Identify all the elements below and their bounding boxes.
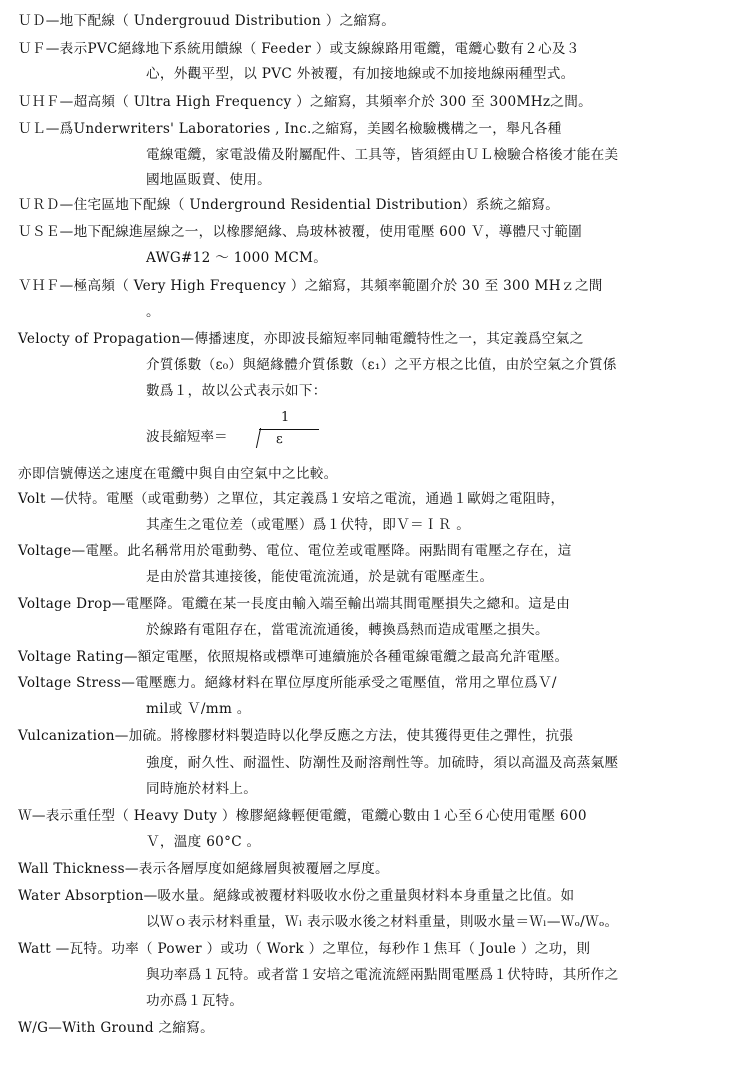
entry-term-line: Velocty of Propagation—傳播速度，亦即波長縮短率同軸電纜特性之一，其定義爲空氣之 <box>18 331 584 347</box>
entry-term-line: 亦即信號傳送之速度在電纜中與自由空氣中之比較。 <box>18 466 338 482</box>
entry-continuation-line: 強度，耐久性、耐溫性、防潮性及耐溶劑性等。加硫時，須以高溫及高蒸氣壓 <box>146 755 619 771</box>
entry-term-line: Water Absorption—吸水量。絕緣或被覆材料吸收水份之重量與材料本身重量之比值。如 <box>18 888 575 904</box>
entry-term-line: Voltage—電壓。此名稱常用於電動勢、電位、電位差或電壓降。兩點間有電壓之存在，這 <box>18 543 572 559</box>
formula-lhs: 波長縮短率＝ <box>146 429 228 445</box>
entry-continuation-line: 是由於當其連接後，能使電流流通，於是就有電壓產生。 <box>146 569 494 585</box>
entry-continuation-line: 功亦爲１瓦特。 <box>146 993 244 1009</box>
entry-term-line: Volt —伏特。電壓（或電動勢）之單位，其定義爲１安培之電流，通過１歐姆之電阻時， <box>18 491 565 507</box>
entry-term-line: ＵＲＤ—住宅區地下配線（ Underground Residential Distribution）系統之縮寫。 <box>18 197 560 213</box>
entry-continuation-line: 數爲１，故以公式表示如下： <box>146 383 327 399</box>
entry-continuation-line: Ｖ，溫度 60°C 。 <box>146 834 261 850</box>
entry-continuation-line: 介質係數（ε₀）與絕緣體介質係數（ε₁）之平方根之比值，由於空氣之介質係 <box>146 357 617 373</box>
entry-term-line: W/G—With Ground 之縮寫。 <box>18 1020 215 1036</box>
entry-term-line: ＵＦ—表示PVC絕緣地下系統用饋線（ Feeder ）或支線線路用電纜，電纜心數有２心及３ <box>18 41 580 57</box>
entry-term-line: Wall Thickness—表示各層厚度如絕緣層與被覆層之厚度。 <box>18 861 389 877</box>
entry-continuation-line: 國地區販賣、使用。 <box>146 172 272 188</box>
entry-continuation-line: 。 <box>146 304 160 320</box>
entry-term-line: Ｗ—表示重任型（ Heavy Duty ）橡膠絕緣輕便電纜，電纜心數由１心至６心使用電壓 600 <box>18 808 587 824</box>
formula-numerator: 1 <box>281 410 290 425</box>
entry-continuation-line: mil或 Ｖ/mm 。 <box>146 701 251 717</box>
entry-term-line: ＶＨＦ—極高頻（ Very High Frequency ）之縮寫，其頻率範圍介於 30 至 300 MHｚ之間 <box>18 278 603 294</box>
entry-continuation-line: 其產生之電位差（或電壓）爲１伏特，即Ｖ＝ＩＲ 。 <box>146 517 471 533</box>
entry-continuation-line: 以Ｗｏ表示材料重量，Ｗₗ 表示吸水後之材料重量，則吸水量＝Ｗₗ—Ｗₒ/Ｗₒ。 <box>146 914 619 930</box>
entry-term-line: Voltage Rating—額定電壓，依照規格或標準可連續施於各種電線電纜之最高允許電壓。 <box>18 649 569 665</box>
entry-continuation-line: 同時施於材料上。 <box>146 781 258 797</box>
entry-continuation-line: AWG#12 ～ 1000 MCM。 <box>146 250 328 266</box>
entry-term-line: ＵＤ—地下配線（ Undergrouud Distribution ）之縮寫。 <box>18 13 396 29</box>
entry-continuation-line: 於線路有電阻存在，當電流流通後，轉換爲熱而造成電壓之損失。 <box>146 622 549 638</box>
wavelength-ratio-formula <box>146 410 346 453</box>
entry-term-line: Voltage Drop—電壓降。電纜在某一長度由輸入端至輸出端其間電壓損失之總和。這是由 <box>18 596 571 612</box>
entry-term-line: Watt —瓦特。功率（ Power ）或功（ Work ）之單位，每秒作１焦耳（ Joule ）之功，則 <box>18 941 591 957</box>
entry-continuation-line: 電線電纜，家電設備及附屬配件、工具等，皆須經由ＵＬ檢驗合格後才能在美 <box>146 147 619 163</box>
entry-term-line: ＵＬ—爲Underwriters' Laboratories , Inc.之縮寫，美國名檢驗機構之一，舉凡各種 <box>18 121 562 137</box>
entry-continuation-line: 心，外觀平型，以 PVC 外被覆，有加接地線或不加接地線兩種型式。 <box>146 66 575 82</box>
entry-term-line: ＵＨＦ—超高頻（ Ultra High Frequency ）之縮寫，其頻率介於 300 至 300MHz之間。 <box>18 94 592 110</box>
entry-term-line: Voltage Stress—電壓應力。絕緣材料在單位厚度所能承受之電壓值，常用之單位爲Ｖ/ <box>18 675 557 691</box>
formula-denominator: ε <box>276 432 283 447</box>
entry-continuation-line: 與功率爲１瓦特。或者當１安培之電流流經兩點間電壓爲１伏特時，其所作之 <box>146 967 619 983</box>
sqrt-sign <box>256 428 271 448</box>
entry-term-line: Vulcanization—加硫。將橡膠材料製造時以化學反應之方法，使其獲得更佳之彈性，抗張 <box>18 728 574 744</box>
entry-term-line: ＵＳＥ—地下配線進屋線之一，以橡膠絕緣、鳥玻林被覆，使用電壓 600 Ｖ，導體尺寸範圍 <box>18 224 583 240</box>
